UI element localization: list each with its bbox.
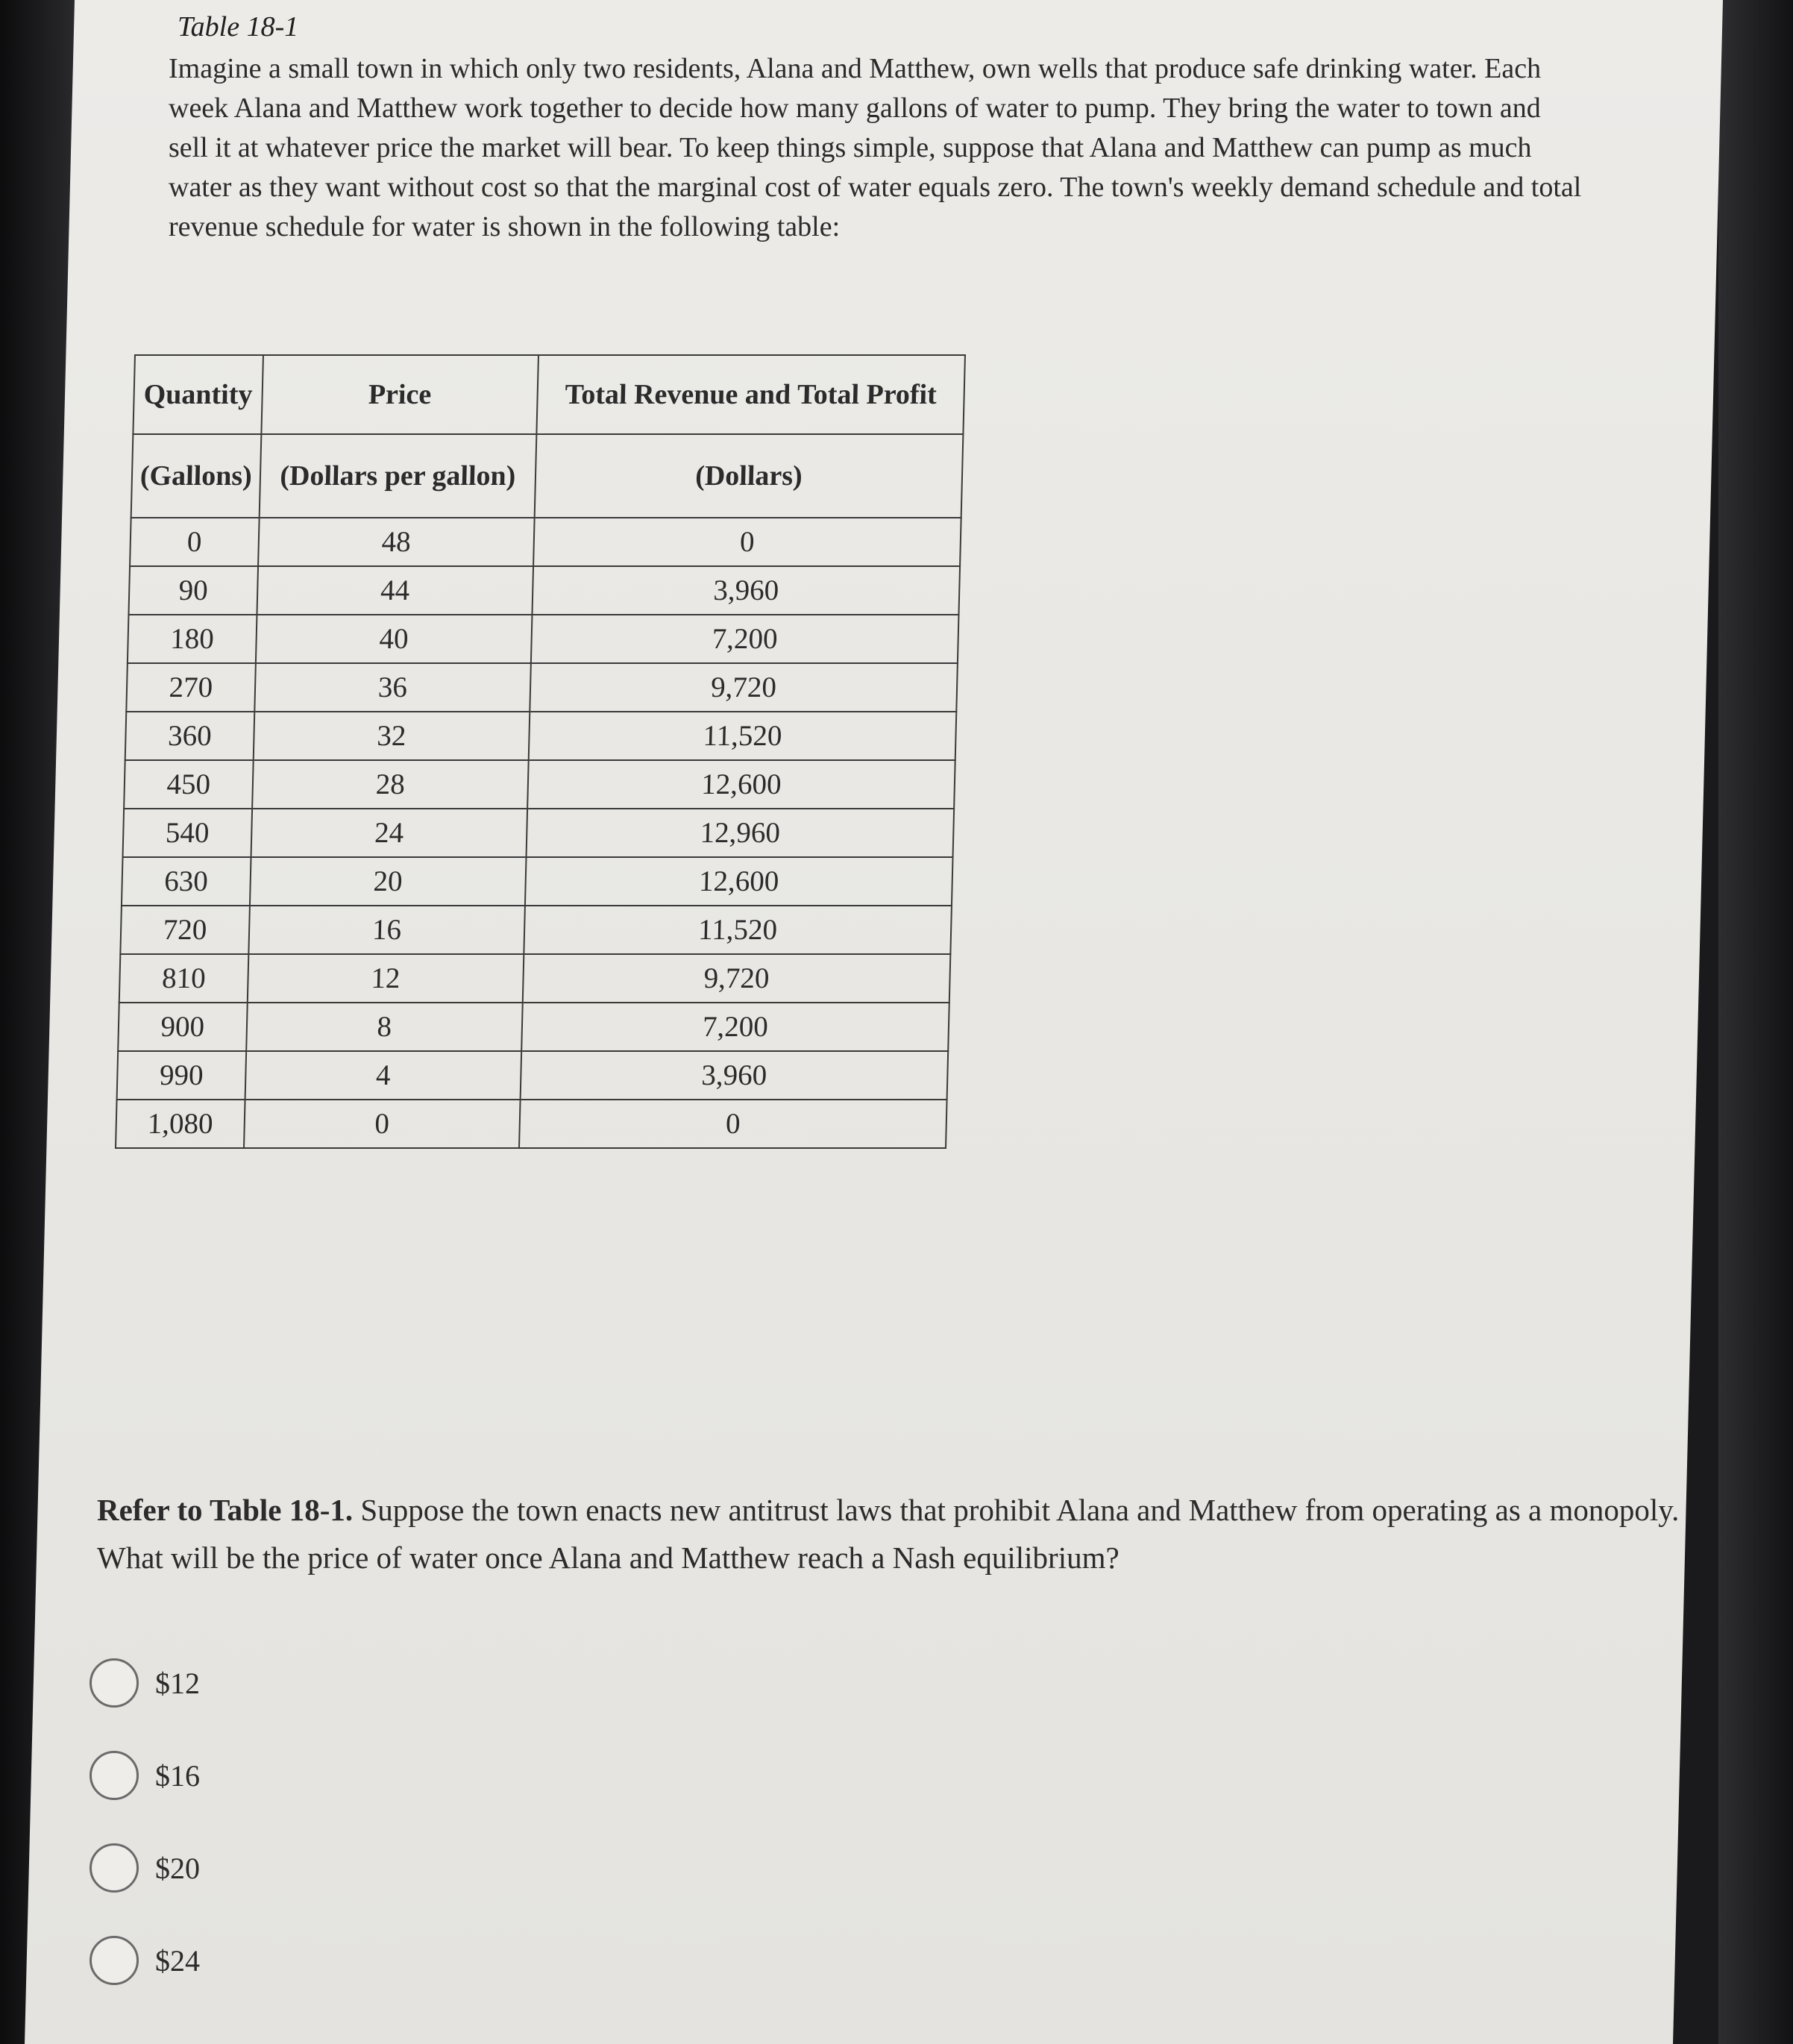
subheader-dollars: (Dollars) <box>535 434 964 518</box>
subheader-gallons: (Gallons) <box>131 434 262 518</box>
cell-quantity: 630 <box>122 857 251 906</box>
option-12[interactable] <box>90 1655 200 1711</box>
table-row <box>118 1003 949 1051</box>
cell-quantity: 720 <box>120 906 249 954</box>
intro-paragraph: Imagine a small town in which only two residents, Alana and Matthew, own wells that produce safe drinking water. Each week Alana and Matthew work together to decide how many gallons of water to pump. They bring the water to town and sell it at whatever price the market will bear. To keep things simple, suppose that Alana and Matthew can pump as much water as they want without cost so that the marginal cost of water equals zero. The town's weekly demand schedule and total revenue schedule for water is shown in the following table: <box>169 53 1582 242</box>
cell-quantity: 90 <box>128 566 257 615</box>
table-row <box>130 518 961 566</box>
cell-revenue: 12,960 <box>527 809 955 857</box>
radio-button[interactable] <box>90 1936 139 1985</box>
table-row <box>128 615 959 663</box>
cell-price: 32 <box>253 712 530 760</box>
table-row <box>126 663 958 712</box>
cell-revenue: 9,720 <box>523 954 951 1003</box>
cell-price: 28 <box>252 760 529 809</box>
option-20[interactable] <box>90 1840 200 1896</box>
cell-price: 48 <box>258 518 535 566</box>
cell-revenue: 9,720 <box>530 663 958 712</box>
cell-quantity: 0 <box>130 518 259 566</box>
cell-price: 16 <box>248 906 525 954</box>
header-revenue: Total Revenue and Total Profit <box>536 355 965 434</box>
cell-price: 44 <box>257 566 533 615</box>
cell-price: 36 <box>254 663 531 712</box>
cell-price: 4 <box>245 1051 521 1100</box>
cell-price: 12 <box>248 954 524 1003</box>
cell-revenue: 3,960 <box>521 1051 949 1100</box>
header-quantity: Quantity <box>133 355 263 434</box>
option-label: $20 <box>155 1851 200 1885</box>
cell-quantity: 990 <box>117 1051 246 1100</box>
cell-quantity: 270 <box>126 663 255 712</box>
radio-button[interactable] <box>90 1843 139 1893</box>
table-label: Table 18-1 <box>178 11 299 43</box>
table-row <box>125 712 957 760</box>
cell-revenue: 11,520 <box>524 906 952 954</box>
cell-price: 20 <box>250 857 527 906</box>
table-row <box>117 1051 949 1100</box>
option-label: $16 <box>155 1758 200 1793</box>
subheader-dollars-per-gallon: (Dollars per gallon) <box>259 434 536 518</box>
option-label: $12 <box>155 1666 200 1700</box>
question-table-reference: Refer to Table 18-1. <box>97 1493 354 1527</box>
table-row <box>120 906 952 954</box>
cell-revenue: 7,200 <box>521 1003 949 1051</box>
cell-quantity: 810 <box>119 954 248 1003</box>
table-row <box>124 760 955 809</box>
cell-revenue: 0 <box>519 1100 947 1148</box>
question-text <box>97 1486 1708 1581</box>
table-row <box>123 809 955 857</box>
option-16[interactable] <box>90 1747 200 1804</box>
cell-quantity: 900 <box>118 1003 247 1051</box>
cell-revenue: 0 <box>533 518 961 566</box>
option-label: $24 <box>155 1943 200 1978</box>
question-body: Suppose the town enacts new antitrust laws that prohibit Alana and Matthew from operating as a monopoly. What will be the price of water once Alana and Matthew reach a Nash equilibrium? <box>97 1493 1680 1575</box>
cell-revenue: 3,960 <box>532 566 960 615</box>
cell-price: 8 <box>246 1003 523 1051</box>
table-row <box>128 566 960 615</box>
cell-price: 40 <box>256 615 533 663</box>
cell-revenue: 11,520 <box>529 712 957 760</box>
cell-quantity: 360 <box>125 712 254 760</box>
cell-revenue: 7,200 <box>531 615 959 663</box>
table-row <box>122 857 953 906</box>
cell-quantity: 450 <box>124 760 253 809</box>
cell-quantity: 180 <box>128 615 257 663</box>
header-price: Price <box>261 355 538 434</box>
cell-quantity: 540 <box>123 809 252 857</box>
answer-options <box>90 1655 200 2025</box>
cell-price: 24 <box>251 809 527 857</box>
demand-schedule-table <box>115 354 966 1149</box>
radio-button[interactable] <box>90 1751 139 1800</box>
cell-price: 0 <box>244 1100 521 1148</box>
table-row <box>119 954 951 1003</box>
cell-revenue: 12,600 <box>527 760 955 809</box>
table-row <box>116 1100 947 1148</box>
option-24[interactable] <box>90 1932 200 1989</box>
cell-revenue: 12,600 <box>525 857 953 906</box>
cell-quantity: 1,080 <box>116 1100 245 1148</box>
radio-button[interactable] <box>90 1658 139 1708</box>
